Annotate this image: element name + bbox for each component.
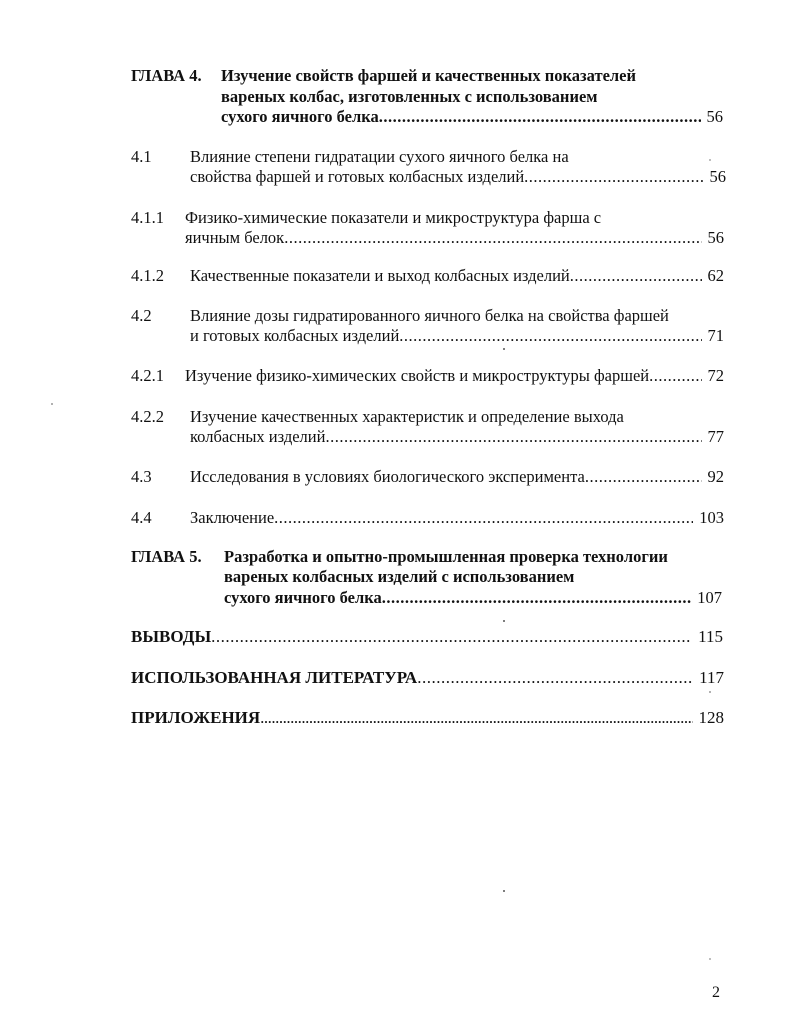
appendix-entry: ПРИЛОЖЕНИЯ ..... 128 — [131, 708, 724, 728]
literature-page: 117 — [699, 668, 724, 687]
section-4-1-2-title: Качественные показатели и выход колбасных изделий ..... 62 — [190, 266, 724, 286]
section-4-1-2-number: 4.1.2 — [131, 266, 164, 285]
chapter-4-page: 56 — [706, 107, 723, 126]
scan-speck — [709, 958, 711, 960]
section-4-1-2-page: 62 — [707, 266, 724, 285]
dot-leader — [211, 627, 692, 647]
section-4-2-2-title-line-1: Изучение качественных характеристик и определение выхода — [190, 407, 624, 426]
scan-speck — [503, 620, 505, 622]
dot-leader — [585, 467, 702, 487]
section-4-1-1-page: 56 — [707, 228, 724, 247]
chapter-5-label: ГЛАВА 5. — [131, 547, 202, 566]
dot-leader — [379, 107, 701, 127]
section-4-2-title-line-2: и готовых колбасных изделий ..... 71 — [190, 326, 724, 346]
dot-leader — [524, 167, 703, 187]
dot-leader — [382, 588, 691, 608]
dot-leader — [649, 366, 701, 386]
section-4-2-2-page: 77 — [707, 427, 724, 446]
chapter-4-title-line-2: вареных колбас, изготовленных с использованием — [221, 87, 598, 106]
section-4-1-1-number: 4.1.1 — [131, 208, 164, 227]
section-4-1-title-line-2: свойства фаршей и готовых колбасных изделий ..... 56 — [190, 167, 726, 187]
conclusions-page: 115 — [698, 627, 723, 646]
dot-leader — [417, 668, 693, 688]
chapter-4-label: ГЛАВА 4. — [131, 66, 202, 85]
chapter-5-page: 107 — [697, 588, 722, 607]
section-4-2-2-number: 4.2.2 — [131, 407, 164, 426]
chapter-5-title-line-2: вареных колбасных изделий с использованием — [224, 567, 575, 586]
section-4-2-number: 4.2 — [131, 306, 152, 325]
chapter-4-title-line-1: Изучение свойств фаршей и качественных показателей — [221, 66, 637, 85]
section-4-2-1-title: Изучение физико-химических свойств и микроструктуры фаршей ..... 72 — [185, 366, 724, 386]
section-4-1-number: 4.1 — [131, 147, 152, 166]
scan-speck — [709, 691, 711, 693]
section-4-2-1-number: 4.2.1 — [131, 366, 164, 385]
section-4-2-2-title-line-2: колбасных изделий ..... 77 — [190, 427, 724, 447]
scan-speck — [503, 348, 505, 350]
page-number: 2 — [712, 984, 720, 1001]
chapter-5-title-line-1: Разработка и опытно-промышленная проверка технологии — [224, 547, 668, 566]
section-4-4-page: 103 — [699, 508, 724, 527]
dot-leader — [325, 427, 701, 447]
section-4-2-title-line-1: Влияние дозы гидратированного яичного белка на свойства фаршей — [190, 306, 669, 325]
dot-leader — [260, 708, 692, 728]
scan-speck — [503, 890, 505, 892]
dot-leader — [570, 266, 702, 286]
section-4-4-title: Заключение ..... 103 — [190, 508, 724, 528]
section-4-1-1-title-line-2: яичным белок ..... 56 — [185, 228, 724, 248]
section-4-2-page: 71 — [707, 326, 724, 345]
dot-leader — [284, 228, 701, 248]
scan-speck — [51, 403, 53, 405]
appendix-page: 128 — [698, 708, 724, 727]
section-4-1-page: 56 — [709, 167, 726, 186]
section-4-1-1-title-line-1: Физико-химические показатели и микроструктура фарша с — [185, 208, 602, 227]
section-4-1-title-line-1: Влияние степени гидратации сухого яичного белка на — [190, 147, 569, 166]
literature-entry: ИСПОЛЬЗОВАННАЯ ЛИТЕРАТУРА ..... 117 — [131, 668, 724, 688]
chapter-5-title-line-3: сухого яичного белка ..... 107 — [224, 588, 722, 608]
section-4-3-page: 92 — [707, 467, 724, 486]
dot-leader — [274, 508, 693, 528]
conclusions-entry: ВЫВОДЫ ..... 115 — [131, 627, 723, 647]
section-4-4-number: 4.4 — [131, 508, 152, 527]
section-4-3-title: Исследования в условиях биологического эксперимента ..... 92 — [190, 467, 724, 487]
scan-speck — [709, 159, 711, 161]
dot-leader — [399, 326, 701, 346]
section-4-2-1-page: 72 — [707, 366, 724, 385]
section-4-3-number: 4.3 — [131, 467, 152, 486]
chapter-4-title-line-3: сухого яичного белка ..... 56 — [221, 107, 723, 127]
